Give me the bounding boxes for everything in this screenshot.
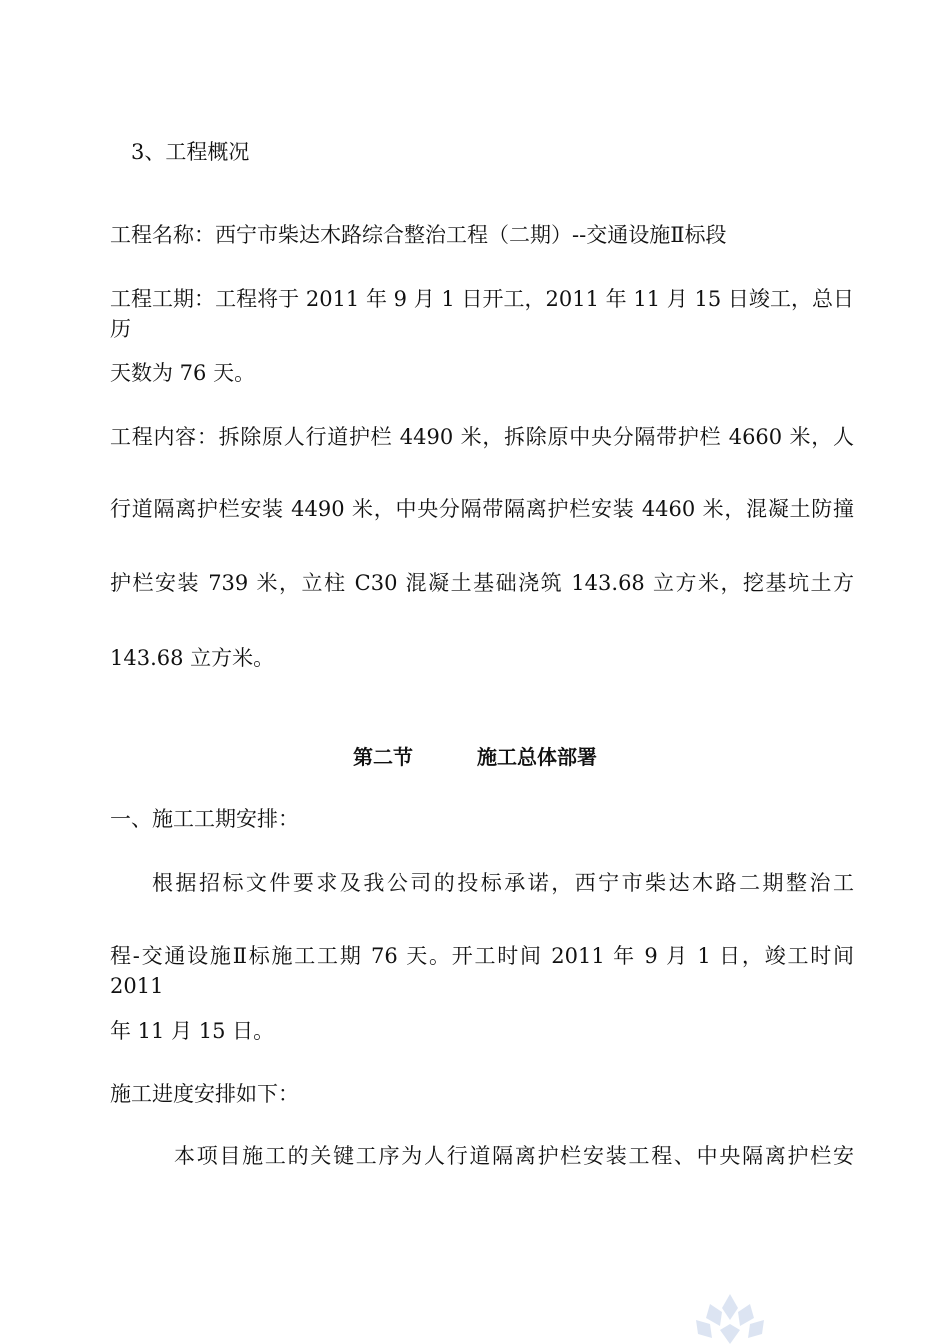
content-line-4: 143.68 立方米。 xyxy=(110,646,275,670)
para1-line-3: 年 11 月 15 日。 xyxy=(110,1019,275,1043)
heading-part-2: 施工总体部署 xyxy=(477,745,597,769)
schedule-title: 施工进度安排如下： xyxy=(110,1082,299,1106)
period-line-1: 工程工期：工程将于 2011 年 9 月 1 日开工，2011 年 11 月 15 日竣工，总日历 xyxy=(110,287,854,341)
para1-line-2: 程-交通设施Ⅱ标施工工期 76 天。开工时间 2011 年 9 月 1 日，竣工时间 2011 xyxy=(110,944,854,998)
heading-part-1: 第二节 xyxy=(353,745,413,769)
para2-line-1: 本项目施工的关键工序为人行道隔离护栏安装工程、中央隔离护栏安 xyxy=(174,1144,854,1168)
lotus-logo-watermark-icon xyxy=(690,1290,770,1344)
content-line-1: 工程内容：拆除原人行道护栏 4490 米，拆除原中央分隔带护栏 4660 米，人 xyxy=(110,425,854,449)
content-line-2: 行道隔离护栏安装 4490 米，中央分隔带隔离护栏安装 4460 米，混凝土防撞 xyxy=(110,497,854,521)
project-name: 工程名称：西宁市柴达木路综合整治工程（二期）--交通设施Ⅱ标段 xyxy=(110,223,727,247)
section-heading xyxy=(0,742,950,772)
section-title: 3、工程概况 xyxy=(131,140,250,164)
period-line-2: 天数为 76 天。 xyxy=(110,361,256,385)
para1-line-1: 根据招标文件要求及我公司的投标承诺，西宁市柴达木路二期整治工 xyxy=(152,871,854,895)
sub-title: 一、施工工期安排： xyxy=(110,807,299,831)
content-line-3: 护栏安装 739 米，立柱 C30 混凝土基础浇筑 143.68 立方米，挖基坑土方 xyxy=(110,571,854,595)
